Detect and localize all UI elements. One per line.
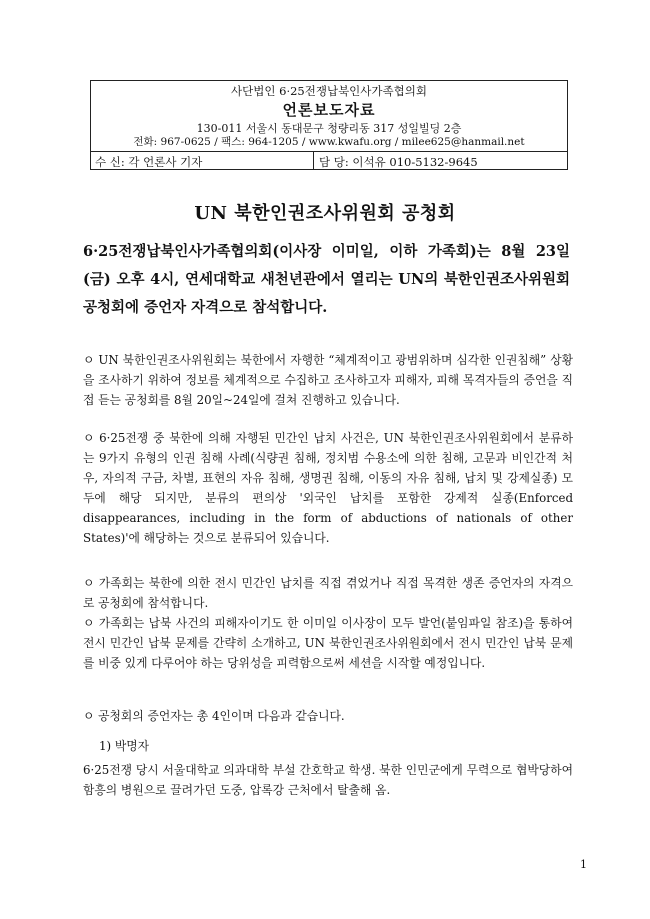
paragraph-5: ㅇ 공청회의 증언자는 총 4인이며 다음과 같습니다.	[83, 709, 345, 723]
paragraph-2: ㅇ 6·25전쟁 중 북한에 의해 자행된 민간인 납치 사건은, UN 북한인권조사위원회에서 분류하는 9가지 유형의 인권 침해 사례(식량권 침해, 정치범 수용소에 의한 침해, 고문과 비인간적 처우, 자의적 구금, 차별, 표현의 자유 침해, 생명권 침해, 이동의 자유 침해, 납치 및 강제실종) 모두에 해당 되지만, 분류의 편의상 '외국인 납치를 포함한 강제적 실종(Enforced disappearances, including in the form of abductions of nationals of other States)'에 해당하는 것으로 분류되어 있습니다.	[83, 431, 573, 545]
witness-1-description: 6·25전쟁 당시 서울대학교 의과대학 부설 간호학교 학생. 북한 인민군에게 무력으로 협박당하여 함흥의 병원으로 끌려가던 도중, 압록강 근처에서 탈출해 옴.	[83, 763, 573, 797]
press-release-header	[90, 80, 568, 170]
witness-1-name: 1) 박명자	[99, 739, 150, 753]
header-divider	[91, 151, 567, 152]
document-type: 언론보도자료	[282, 101, 376, 119]
recipient: 수 신: 각 언론사 기자	[95, 155, 203, 169]
page-title: UN 북한인권조사위원회 공청회	[194, 203, 456, 224]
organization-name: 사단법인 6·25전쟁납북인사가족협의회	[231, 84, 427, 98]
header-column-divider	[313, 151, 314, 169]
lead-paragraph: 6·25전쟁납북인사가족협의회(이사장 이미일, 이하 가족회)는 8월 23일(금) 오후 4시, 연세대학교 새천년관에서 열리는 UN의 북한인권조사위원회 공청회에 증언자 자격으로 참석합니다.	[83, 243, 570, 316]
paragraph-1: ㅇ UN 북한인권조사위원회는 북한에서 자행한 “체계적이고 광범위하며 심각한 인권침해” 상황을 조사하기 위하여 정보를 체계적으로 수집하고 조사하고자 피해자, 피해 목격자들의 증언을 직접 듣는 공청회를 8월 20일~24일에 걸쳐 진행하고 있습니다.	[83, 353, 573, 407]
paragraph-4: ㅇ 가족회는 납북 사건의 피해자이기도 한 이미일 이사장이 모두 발언(붙임파일 참조)을 통하여 전시 민간인 납북 문제를 간략히 소개하고, UN 북한인권조사위원회에서 전시 민간인 납북 문제를 비중 있게 다루어야 하는 당위성을 피력함으로써 세션을 시작할 예정입니다.	[83, 616, 573, 670]
address: 130-011 서울시 동대문구 청량리동 317 성일빌딩 2층	[196, 122, 462, 135]
contact-info: 전화: 967-0625 / 팩스: 964-1205 / www.kwafu.org / milee625@hanmail.net	[133, 136, 525, 148]
page-number: 1	[580, 858, 587, 871]
paragraph-3: ㅇ 가족회는 북한에 의한 전시 민간인 납치를 직접 겪었거나 직접 목격한 생존 증언자의 자격으로 공청회에 참석합니다.	[83, 576, 573, 610]
person-in-charge: 담 당: 이석유 010-5132-9645	[319, 155, 478, 169]
